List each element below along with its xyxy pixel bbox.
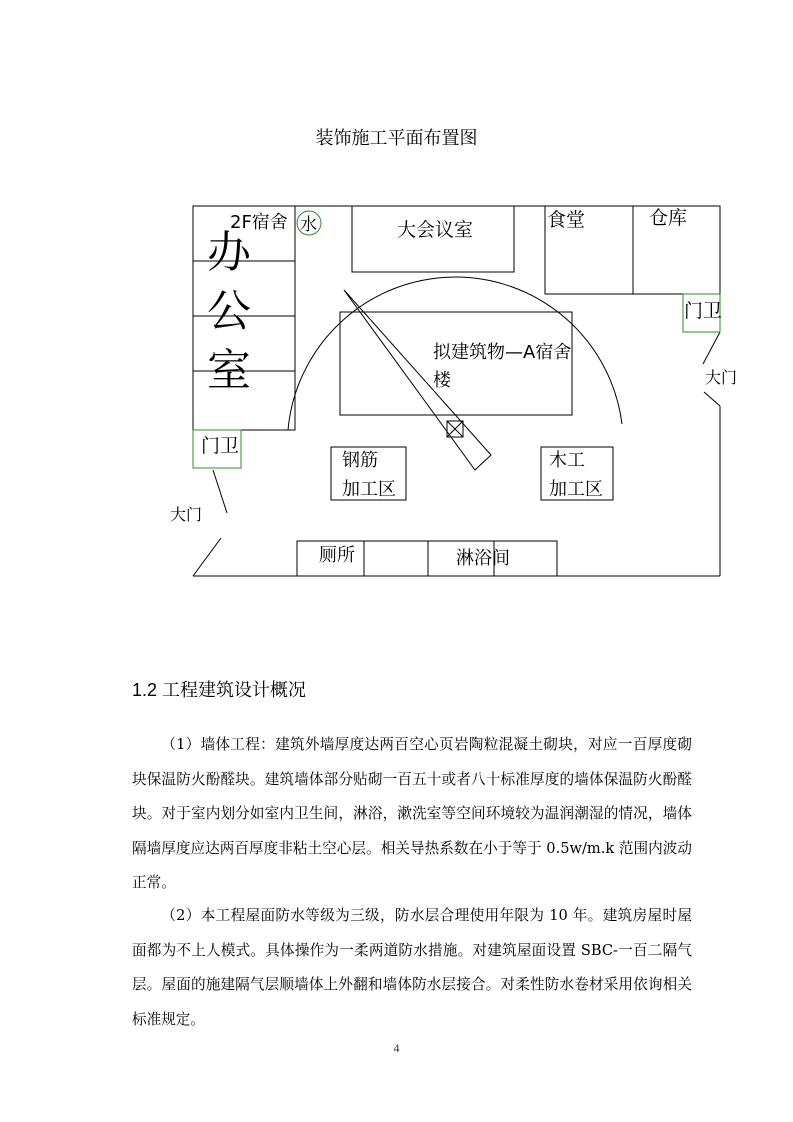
paragraph-roof-waterproofing: （2）本工程屋面防水等级为三级，防水层合理使用年限为 10 年。建筑房屋时屋面都为不上人模式。具体操作为一柔两道防水措施。对建筑屋面设置 SBC-一百二隔气层。屋面的施建隔气层顺墙体上外翻和墙体防水层接合。对柔性防水卷材采用依询相关标准规定。	[132, 907, 692, 1028]
office-label-2: 公	[207, 286, 251, 337]
water-label: 水	[300, 215, 317, 235]
page-number: 4	[393, 1041, 400, 1055]
carpentry-label-1: 木工	[549, 450, 585, 471]
meeting-room-label: 大会议室	[397, 219, 474, 241]
rebar-label-1: 钢筋	[342, 450, 378, 471]
tower-crane-jib	[344, 290, 491, 470]
toilet-label: 厕所	[319, 545, 355, 566]
warehouse-label: 仓库	[649, 207, 688, 229]
canteen-label: 食堂	[547, 209, 586, 231]
left-gate-leaf-upper	[213, 470, 227, 513]
proposed-building	[340, 312, 572, 415]
section-heading: 1.2 工程建筑设计概况	[132, 680, 307, 700]
carpentry-label-2: 加工区	[549, 479, 603, 500]
guard-right-label: 门卫	[684, 300, 723, 322]
rebar-label-2: 加工区	[342, 479, 396, 500]
office-label-1: 办	[207, 227, 251, 278]
paragraph-wall-engineering: （1）墙体工程：建筑外墙厚度达两百空心页岩陶粒混凝土砌块，对应一百厚度砌块保温防火酚醛块。建筑墙体部分贴砌一百五十或者八十标准厚度的墙体保温防火酚醛块。对于室内划分如室内卫生间，淋浴，漱洗室等空间环境较为温润潮湿的情况，墙体隔墙厚度应达两百厚度非粘土空心层。相关导热系数在小于等于 0.5w/m.k 范围内波动正常。	[132, 736, 692, 891]
right-gate-leaf-upper	[703, 332, 720, 364]
dorm-2f-label: 2F宿舍	[230, 212, 288, 233]
proposed-building-label-1: 拟建筑物—A宿舍	[433, 342, 572, 363]
diagram-title: 装饰施工平面布置图	[315, 128, 478, 149]
left-gate-leaf-lower	[193, 538, 221, 576]
office-label-3: 室	[207, 345, 251, 396]
right-gate-leaf-lower	[704, 392, 720, 406]
gate-right-label: 大门	[705, 368, 738, 387]
guard-left-label: 门卫	[201, 435, 240, 457]
shower-label: 淋浴间	[456, 548, 510, 569]
gate-left-label: 大门	[170, 505, 203, 524]
proposed-building-label-2: 楼	[433, 370, 451, 391]
